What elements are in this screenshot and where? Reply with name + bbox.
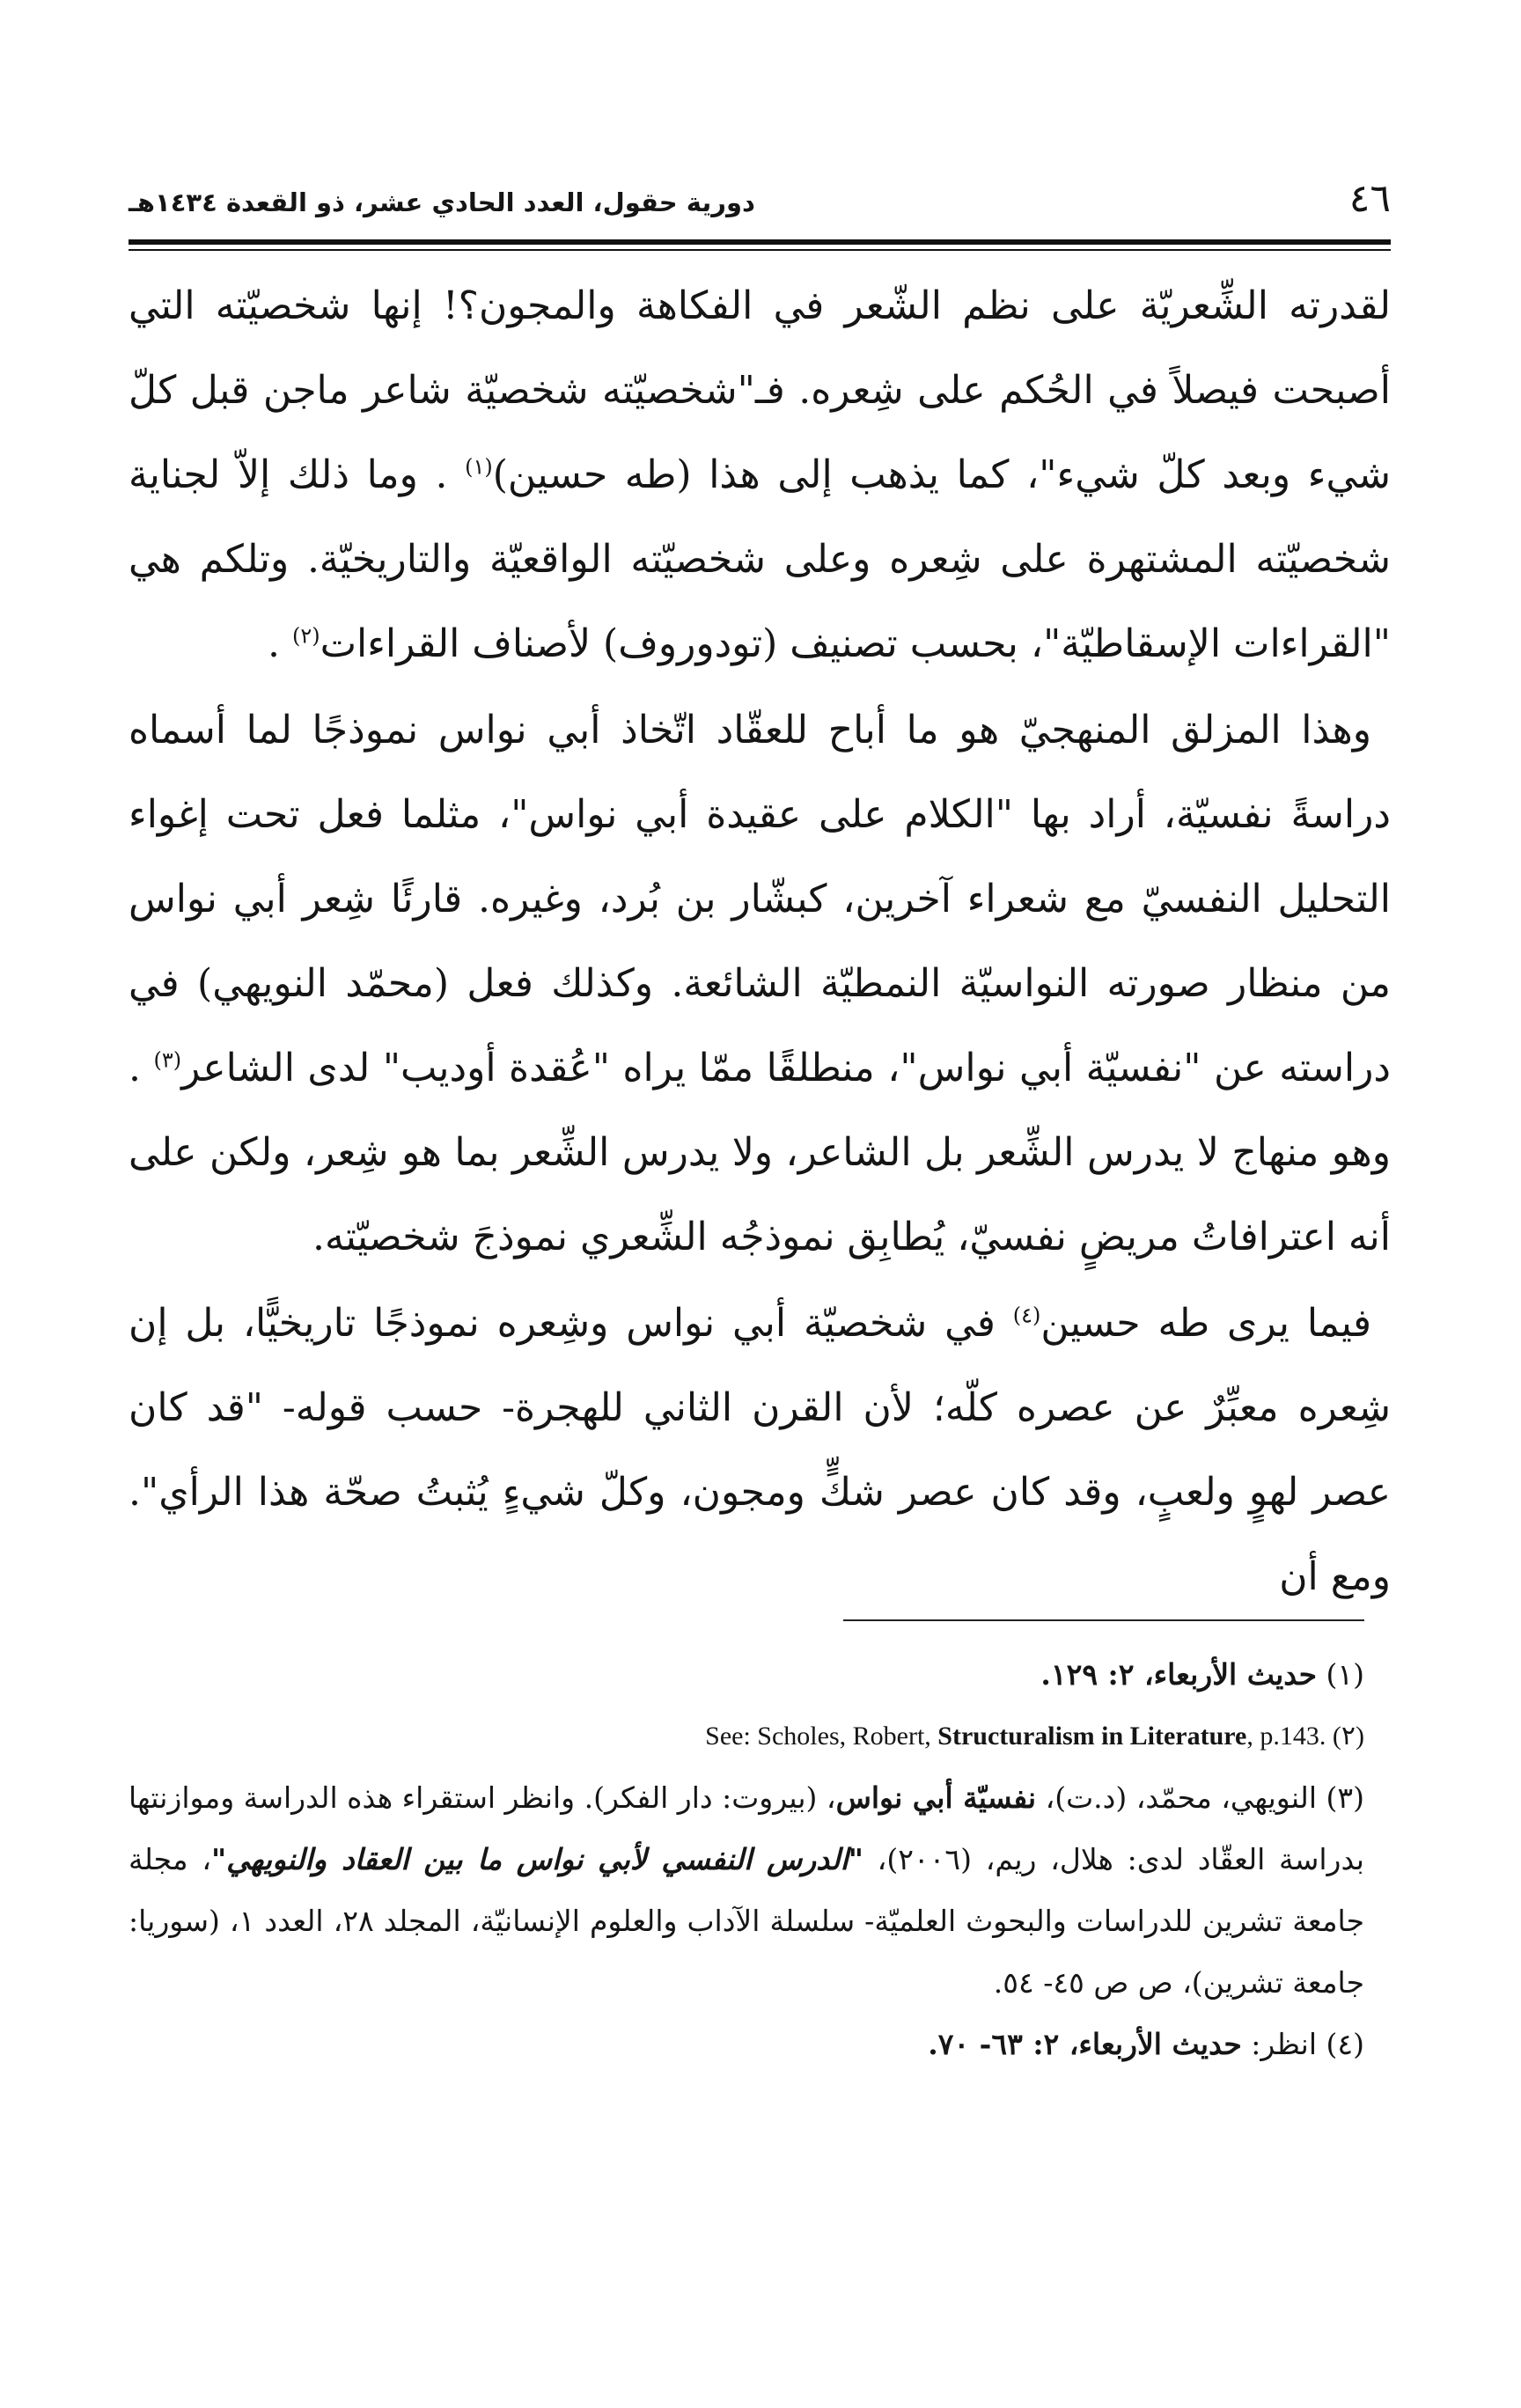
text-run: ، (بيروت: دار الفكر). وانظر استقراء هذه الدراسة وموازنتها بدراسة العقّاد لدى: هلال، ريم، (٢٠٠٦)، <box>129 1780 1364 1876</box>
footnote <box>129 1767 1364 2014</box>
text-run: ، مجلة جامعة تشرين للدراسات والبحوث العلميّة- سلسلة الآداب والعلوم الإنسانيّة، المجلد ٢٨، العدد ١، (سوريا: جامعة تشرين)، ص ص ٤٥- ٥٤. <box>129 1842 1364 2000</box>
text-run: في شخصيّة أبي نواس وشِعره نموذجًا تاريخيًّا، بل إن شِعره معبِّرٌ عن عصره كلّه؛ لأن القرن الثاني للهجرة- حسب قوله- "قد كان عصر لهوٍ ولعبٍ، وقد كان عصر شكٍّ ومجون، وكلّ شيءٍ يُثبتُ صحّة هذا الرأي". ومع أن <box>129 1301 1391 1599</box>
paragraph <box>129 264 1391 686</box>
header-rule-thin <box>129 249 1391 251</box>
text-run: , p.143. (٢) <box>1246 1722 1364 1751</box>
text-run: فيما يرى طه حسين <box>1040 1301 1371 1346</box>
footnote-separator <box>843 1619 1364 1621</box>
page-number: ٤٦ <box>1348 176 1391 221</box>
running-header <box>129 173 1391 225</box>
bold-text: حديث الأربعاء، ٢: ٦٣- ٧٠. <box>928 2027 1242 2061</box>
paragraph <box>129 688 1391 1280</box>
header-rule-thick <box>129 239 1391 245</box>
text-run: . وهو منهاج لا يدرس الشِّعر بل الشاعر، ولا يدرس الشِّعر بما هو شِعر، ولكن على أنه اعترافاتُ مريضٍ نفسيّ، يُطابِق نموذجُه الشِّعري نموذجَ شخصيّته. <box>129 1046 1391 1259</box>
paragraph <box>129 1281 1391 1619</box>
body-text <box>129 264 1391 1619</box>
footnote <box>129 2014 1364 2075</box>
text-run: (٤) انظر: <box>1241 2027 1364 2061</box>
footnote-reference: (٣) <box>153 1047 182 1073</box>
text-run: . <box>267 621 292 666</box>
bold-text: Structuralism in Literature <box>937 1722 1247 1751</box>
footnote-reference: (٤) <box>1012 1303 1041 1328</box>
text-run: See: Scholes, Robert, <box>705 1722 938 1751</box>
text-run: (١) <box>1317 1657 1364 1692</box>
text-run: (٣) النويهي، محمّد، (د.ت)، <box>1036 1780 1364 1815</box>
bold-text: حديث الأربعاء، ٢: ١٢٩. <box>1040 1657 1318 1692</box>
journal-running-head: دورية حقول، العدد الحادي عشر، ذو القعدة ١٤٣٤هـ <box>129 187 755 217</box>
text-run: لقدرته الشِّعريّة على نظم الشّعر في الفكاهة والمجون؟! إنها شخصيّته التي أصبحت فيصلاً في الحُكم على شِعره. فـ"شخصيّته شخصيّة شاعر ماجن قبل كلّ شيء وبعد كلّ شيء"، كما يذهب إلى هذا (طه حسين) <box>129 283 1391 497</box>
bold-text: نفسيّة أبي نواس <box>835 1780 1037 1815</box>
footnote <box>129 1644 1364 1706</box>
footnote-reference: (١) <box>465 454 493 480</box>
footnote <box>129 1706 1364 1767</box>
footnote-reference: (٢) <box>291 623 320 649</box>
text-run: وهذا المزلق المنهجيّ هو ما أباح للعقّاد اتّخاذ أبي نواس نموذجًا لما أسماه دراسةً نفسيّة، أراد بها "الكلام على عقيدة أبي نواس"، مثلما فعل تحت إغواء التحليل النفسيّ مع شعراء آخرين، كبشّار بن بُرد، وغيره. قارئًا شِعر أبي نواس من منظار صورته النواسيّة النمطيّة الشائعة. وكذلك فعل (محمّد النويهي) في دراسته عن "نفسيّة أبي نواس"، منطلقًا ممّا يراه "عُقدة أوديب" لدى الشاعر <box>129 708 1391 1090</box>
footnotes <box>129 1644 1364 2075</box>
text-run: . وما ذلك إلاّ لجناية شخصيّته المشتهرة على شِعره وعلى شخصيّته الواقعيّة والتاريخيّة. وتلكم هي "القراءات الإسقاطيّة"، بحسب تصنيف (تودوروف) لأصناف القراءات <box>129 452 1391 666</box>
bold-italic-title: "الدرس النفسي لأبي نواس ما بين العقاد والنويهي" <box>210 1842 863 1876</box>
